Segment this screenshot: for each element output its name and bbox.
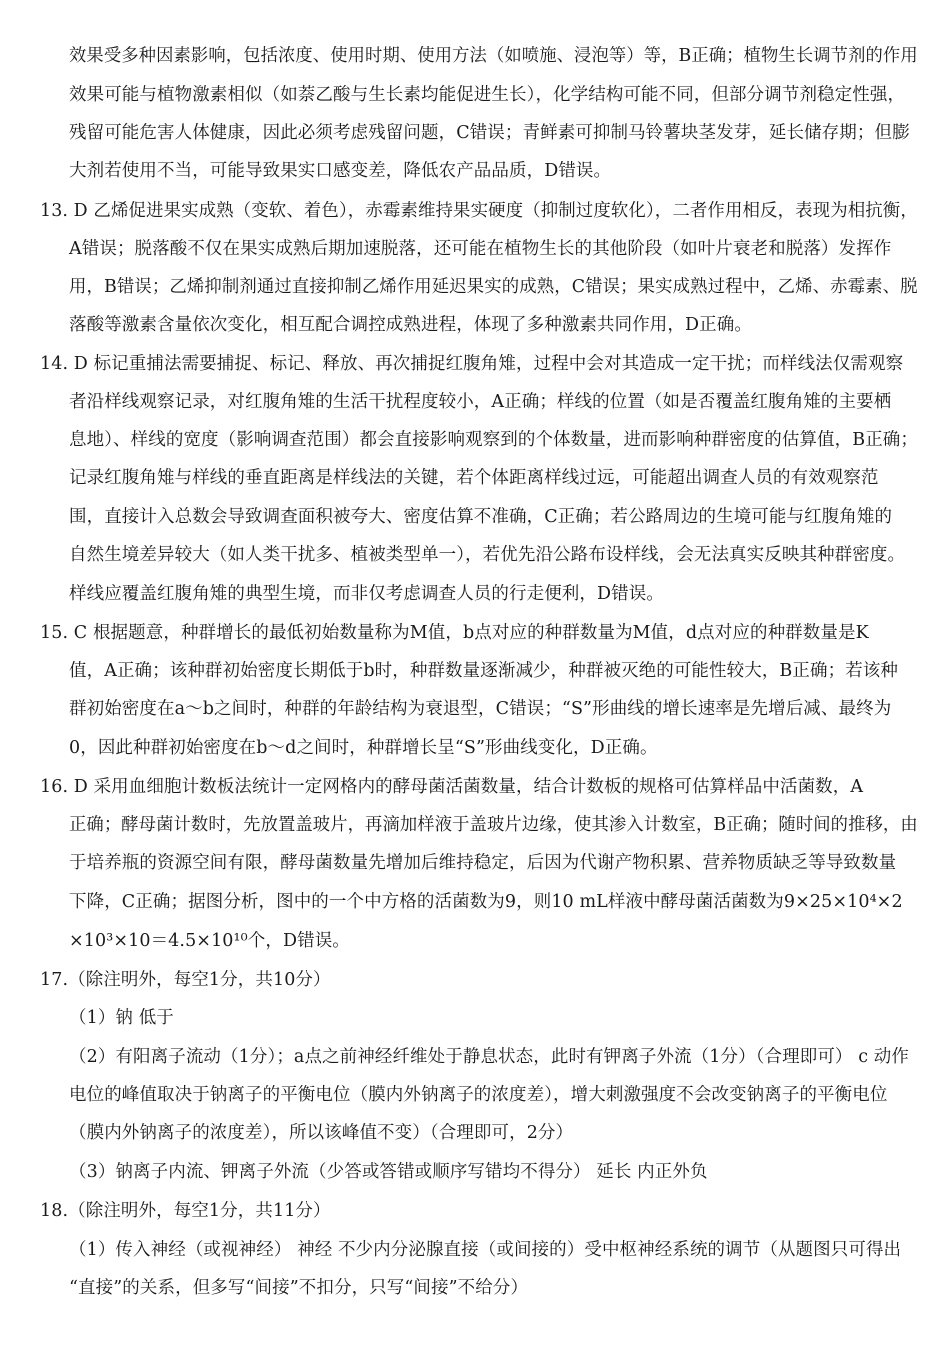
q12-line-2: 效果可能与植物激素相似（如萘乙酸与生长素均能促进生长），化学结构可能不同，但部分调节剂稳定性强， [69, 85, 906, 105]
q16-line-4: 下降，C正确；据图分析，图中的一个中方格的活菌数为9，则10 mL样液中酵母菌活菌数为9×25×10⁴×2 [69, 892, 903, 912]
q14-line-5: 围，直接计入总数会导致调查面积被夸大、密度估算不准确，C正确；若公路周边的生境可能与红腹角雉的 [69, 507, 893, 527]
q18-header: 18.（除注明外，每空1分，共11分） [40, 1201, 331, 1221]
q15-line-1: 15. C 根据题意，种群增长的最低初始数量称为M值，b点对应的种群数量为M值，d点对应的种群数量是K [40, 623, 869, 643]
q16-line-2: 正确；酵母菌计数时，先放置盖玻片，再滴加样液于盖玻片边缘，使其渗入计数室，B正确；随时间的推移，由 [69, 815, 918, 835]
q12-line-1: 效果受多种因素影响，包括浓度、使用时期、使用方法（如喷施、浸泡等）等，B正确；植物生长调节剂的作用 [69, 46, 918, 66]
q18-line-1: （1）传入神经（或视神经） 神经 不少内分泌腺直接（或间接的）受中枢神经系统的调节（从题图只可得出 [69, 1240, 902, 1260]
q12-line-3: 残留可能危害人体健康，因此必须考虑残留问题，C错误；青鲜素可抑制马铃薯块茎发芽，延长储存期；但膨 [69, 123, 910, 143]
q13-line-2: A错误；脱落酸不仅在果实成熟后期加速脱落，还可能在植物生长的其他阶段（如叶片衰老和脱落）发挥作 [69, 239, 892, 259]
q14-line-3: 息地）、样线的宽度（影响调查范围）都会直接影响观察到的个体数量，进而影响种群密度的估算值，B正确； [69, 430, 919, 450]
q17-line-3: 电位的峰值取决于钠离子的平衡电位（膜内外钠离子的浓度差），增大刺激强度不会改变钠离子的平衡电位 [69, 1085, 888, 1105]
q17-header: 17.（除注明外，每空1分，共10分） [40, 970, 331, 990]
q15-line-2: 值，A正确；该种群初始密度长期低于b时，种群数量逐渐减少，种群被灭绝的可能性较大，B正确；若该种 [69, 661, 898, 681]
q13-line-4: 落酸等激素含量依次变化，相互配合调控成熟进程，体现了多种激素共同作用，D正确。 [69, 315, 752, 335]
q14-line-4: 记录红腹角雉与样线的垂直距离是样线法的关键，若个体距离样线过远，可能超出调查人员的有效观察范 [69, 468, 879, 488]
q16-line-1: 16. D 采用血细胞计数板法统计一定网格内的酵母菌活菌数量，结合计数板的规格可估算样品中活菌数，A [40, 777, 864, 797]
q18-line-2: “直接”的关系，但多写“间接”不扣分，只写“间接”不给分） [69, 1278, 529, 1298]
q13-line-3: 用，B错误；乙烯抑制剂通过直接抑制乙烯作用延迟果实的成熟，C错误；果实成熟过程中，乙烯、赤霉素、脱 [69, 277, 918, 297]
q12-line-4: 大剂若使用不当，可能导致果实口感变差，降低农产品品质，D错误。 [69, 161, 612, 181]
q16-line-5: ×10³×10＝4.5×10¹⁰个，D错误。 [69, 931, 350, 951]
q15-line-3: 群初始密度在a～b之间时，种群的年龄结构为衰退型，C错误；“S”形曲线的增长速率是先增后减、最终为 [69, 699, 892, 719]
q14-line-6: 自然生境差异较大（如人类干扰多、植被类型单一），若优先沿公路布设样线，会无法真实反映其种群密度。 [69, 545, 906, 565]
q17-line-2: （2）有阳离子流动（1分）；a点之前神经纤维处于静息状态，此时有钾离子外流（1分）（合理即可） c 动作 [69, 1047, 909, 1067]
q17-line-5: （3）钠离子内流、钾离子外流（少答或答错或顺序写错均不得分） 延长 内正外负 [69, 1162, 708, 1182]
q17-line-1: （1）钠 低于 [69, 1008, 174, 1028]
q14-line-7: 样线应覆盖红腹角雉的典型生境，而非仅考虑调查人员的行走便利，D错误。 [69, 584, 664, 604]
q14-line-1: 14. D 标记重捕法需要捕捉、标记、释放、再次捕捉红腹角雉，过程中会对其造成一定干扰；而样线法仅需观察 [40, 354, 904, 374]
q14-line-2: 者沿样线观察记录，对红腹角雉的生活干扰程度较小，A正确；样线的位置（如是否覆盖红腹角雉的主要栖 [69, 392, 892, 412]
q13-line-1: 13. D 乙烯促进果实成熟（变软、着色），赤霉素维持果实硬度（抑制过度软化），二者作用相反，表现为相抗衡， [40, 201, 918, 221]
q16-line-3: 于培养瓶的资源空间有限，酵母菌数量先增加后维持稳定，后因为代谢产物积累、营养物质缺乏等导致数量 [69, 853, 897, 873]
q15-line-4: 0，因此种群初始密度在b～d之间时，种群增长呈“S”形曲线变化，D正确。 [69, 738, 658, 758]
q17-line-4: （膜内外钠离子的浓度差），所以该峰值不变）（合理即可，2分） [69, 1123, 574, 1143]
